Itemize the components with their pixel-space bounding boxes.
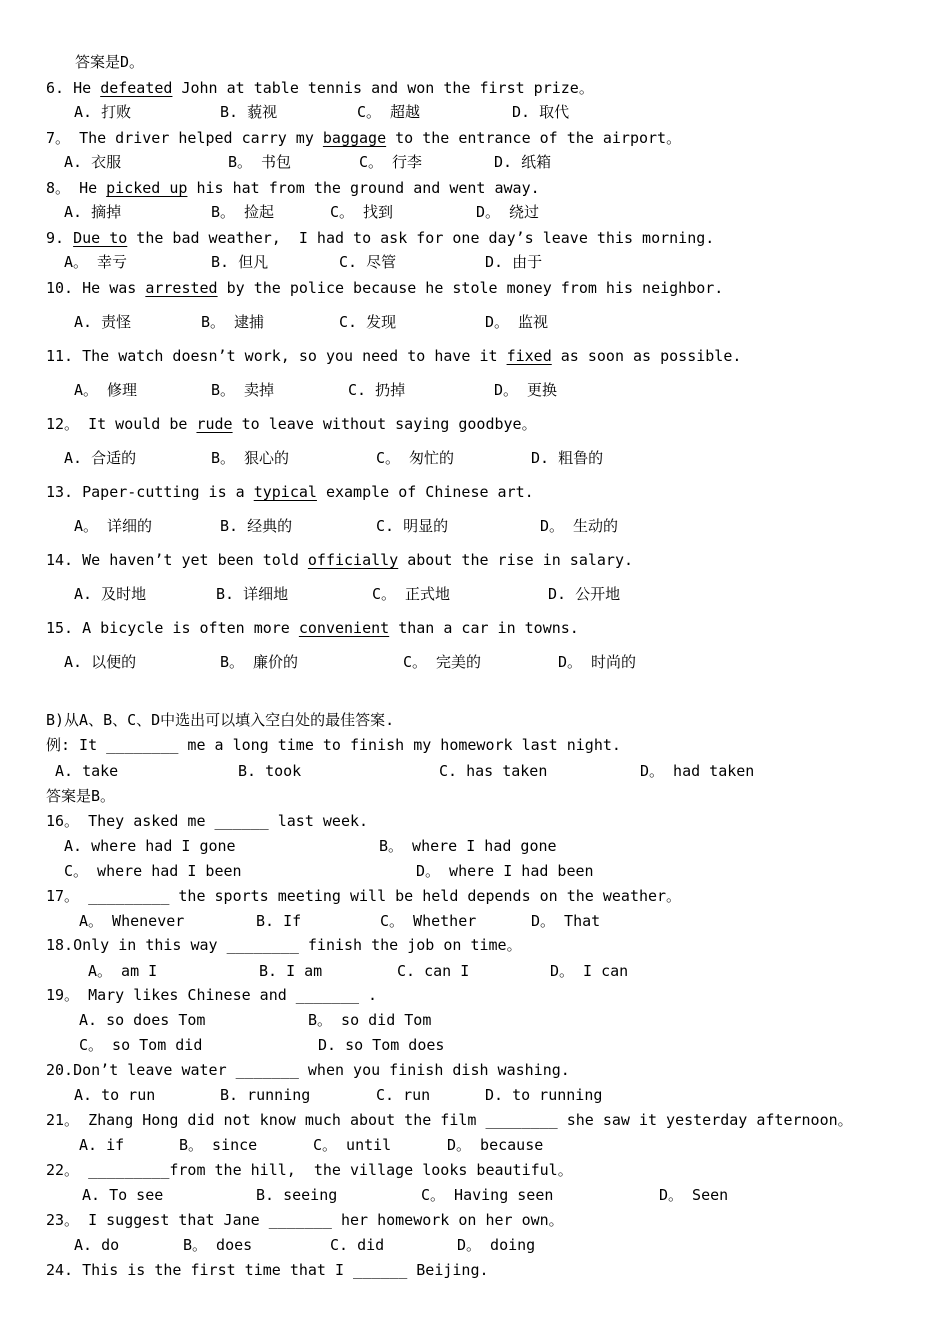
question-stem: 19。 Mary likes Chinese and _______ . [46, 986, 378, 1004]
question-number: 13. [46, 483, 74, 501]
section-heading: B)从A、B、C、D中选出可以填入空白处的最佳答案. [46, 711, 395, 729]
option-c: C. run [376, 1086, 431, 1104]
option-a: A。 幸亏 [64, 253, 128, 271]
question-number: 11. [46, 347, 74, 365]
option-d: D. 取代 [512, 103, 570, 121]
option-a: A. 合适的 [64, 449, 137, 467]
option-a: A. to run [74, 1086, 156, 1104]
option-a: A. take [55, 762, 119, 780]
question-stem: 16。 They asked me ______ last week. [46, 812, 369, 830]
option-d: D。 because [447, 1136, 544, 1154]
option-c: C。 匆忙的 [376, 449, 455, 467]
option-c: C. 明显的 [376, 517, 449, 535]
question-number: 6. [46, 79, 65, 97]
option-b: B。 逮捕 [201, 313, 265, 331]
option-c: C. did [330, 1236, 385, 1254]
underlined-word: Due to [73, 229, 128, 247]
option-b: B。 卖掉 [211, 381, 275, 399]
underlined-word: officially [307, 551, 399, 569]
option-a: A. do [74, 1236, 120, 1254]
question-stem: 13. Paper-cutting is a typical example of Chinese art. [46, 483, 534, 501]
option-c: C。 Whether [380, 912, 477, 930]
option-b: B. seeing [256, 1186, 338, 1204]
underlined-word: rude [196, 415, 233, 433]
option-d: D. 粗鲁的 [531, 449, 604, 467]
option-a: A。 am I [88, 962, 158, 980]
option-c: C。 超越 [357, 103, 421, 121]
option-a: A. 摘掉 [64, 203, 122, 221]
option-d: D。 生动的 [540, 517, 619, 535]
option-c: C。 so Tom did [79, 1036, 203, 1054]
question-stem: 14. We haven’t yet been told officially about the rise in salary. [46, 551, 634, 569]
option-d: D. so Tom does [318, 1036, 445, 1054]
question-stem: 20.Don’t leave water _______ when you finish dish washing. [46, 1061, 570, 1079]
option-c: C. has taken [439, 762, 548, 780]
option-b: B. If [256, 912, 302, 930]
option-d: D。 时尚的 [558, 653, 637, 671]
question-stem: 6. He defeated John at table tennis and won the first prize。 [46, 79, 594, 97]
option-d: D。 had taken [640, 762, 755, 780]
question-number: 12。 [46, 415, 80, 433]
question-number: 9. [46, 229, 65, 247]
question-stem: 18.Only in this way ________ finish the job on time。 [46, 936, 522, 954]
option-d: D。 绕过 [476, 203, 540, 221]
option-b: B。 so did Tom [308, 1011, 432, 1029]
option-a: A. 衣服 [64, 153, 122, 171]
underlined-word: convenient [298, 619, 390, 637]
question-stem: 7。 The driver helped carry my baggage to the entrance of the airport。 [46, 129, 682, 147]
option-b: B。 狠心的 [211, 449, 290, 467]
option-d: D。 Seen [659, 1186, 729, 1204]
option-c: C。 正式地 [372, 585, 451, 603]
option-c: C. can I [397, 962, 470, 980]
option-c: C。 until [313, 1136, 392, 1154]
option-b: B. running [220, 1086, 311, 1104]
option-a: A。 Whenever [79, 912, 185, 930]
option-b: B。 since [179, 1136, 258, 1154]
option-a: A. 以便的 [64, 653, 137, 671]
question-number: 10. [46, 279, 74, 297]
option-c: C。 找到 [330, 203, 394, 221]
option-a: A. if [79, 1136, 125, 1154]
option-b: B。 捡起 [211, 203, 275, 221]
example-stem: 例: It ________ me a long time to finish my homework last night. [46, 736, 621, 754]
option-d: D。 更换 [494, 381, 558, 399]
question-stem: 12。 It would be rude to leave without saying goodbye。 [46, 415, 537, 433]
question-stem: 8。 He picked up his hat from the ground and went away. [46, 179, 540, 197]
option-d: D。 doing [457, 1236, 536, 1254]
underlined-word: typical [253, 483, 317, 501]
option-a: A. 打败 [74, 103, 132, 121]
example-answer: 答案是B。 [46, 787, 116, 805]
option-a: A. 责怪 [74, 313, 132, 331]
option-b: B. 详细地 [216, 585, 289, 603]
option-a: A. 及时地 [74, 585, 147, 603]
option-c: C. 发现 [339, 313, 397, 331]
question-number: 7。 [46, 129, 71, 147]
question-stem: 11. The watch doesn’t work, so you need to have it fixed as soon as possible. [46, 347, 742, 365]
previous-answer: 答案是D。 [75, 53, 145, 71]
option-a: A. To see [82, 1186, 164, 1204]
question-number: 14. [46, 551, 74, 569]
underlined-word: arrested [145, 279, 218, 297]
question-number: 15. [46, 619, 74, 637]
question-number: 8。 [46, 179, 71, 197]
question-stem: 9. Due to the bad weather, I had to ask for one day’s leave this morning. [46, 229, 715, 247]
question-stem: 24. This is the first time that I ______ Beijing. [46, 1261, 489, 1279]
underlined-word: defeated [100, 79, 173, 97]
option-d: D。 where I had been [416, 862, 594, 880]
question-stem: 21。 Zhang Hong did not know much about the film ________ she saw it yesterday afternoon。 [46, 1111, 853, 1129]
option-d: D。 监视 [485, 313, 549, 331]
question-stem: 22。 _________from the hill, the village looks beautiful。 [46, 1161, 573, 1179]
option-a: A。 修理 [74, 381, 138, 399]
option-d: D. 公开地 [548, 585, 621, 603]
option-c: C。 完美的 [403, 653, 482, 671]
option-b: B. 经典的 [220, 517, 293, 535]
option-c: C。 行李 [359, 153, 423, 171]
option-d: D. 纸箱 [494, 153, 552, 171]
option-b: B。 does [183, 1236, 253, 1254]
option-d: D。 That [531, 912, 601, 930]
question-stem: 17。 _________ the sports meeting will be held depends on the weather。 [46, 887, 682, 905]
option-b: B. 但凡 [211, 253, 269, 271]
question-stem: 10. He was arrested by the police because he stole money from his neighbor. [46, 279, 724, 297]
option-c: C. 尽管 [339, 253, 397, 271]
option-a: A. where had I gone [64, 837, 236, 855]
option-b: B. I am [259, 962, 323, 980]
option-d: D。 I can [550, 962, 629, 980]
option-b: B. took [238, 762, 302, 780]
option-b: B. 藐视 [220, 103, 278, 121]
underlined-word: picked up [106, 179, 188, 197]
option-c: C。 Having seen [421, 1186, 554, 1204]
option-b: B。 书包 [228, 153, 292, 171]
option-a: A。 详细的 [74, 517, 153, 535]
option-b: B。 廉价的 [220, 653, 299, 671]
question-stem: 15. A bicycle is often more convenient than a car in towns. [46, 619, 579, 637]
underlined-word: baggage [322, 129, 387, 147]
option-c: C。 where had I been [64, 862, 242, 880]
option-d: D. 由于 [485, 253, 543, 271]
option-c: C. 扔掉 [348, 381, 406, 399]
question-stem: 23。 I suggest that Jane _______ her homework on her own。 [46, 1211, 564, 1229]
option-b: B。 where I had gone [379, 837, 557, 855]
underlined-word: fixed [506, 347, 552, 365]
option-a: A. so does Tom [79, 1011, 206, 1029]
option-d: D. to running [485, 1086, 603, 1104]
